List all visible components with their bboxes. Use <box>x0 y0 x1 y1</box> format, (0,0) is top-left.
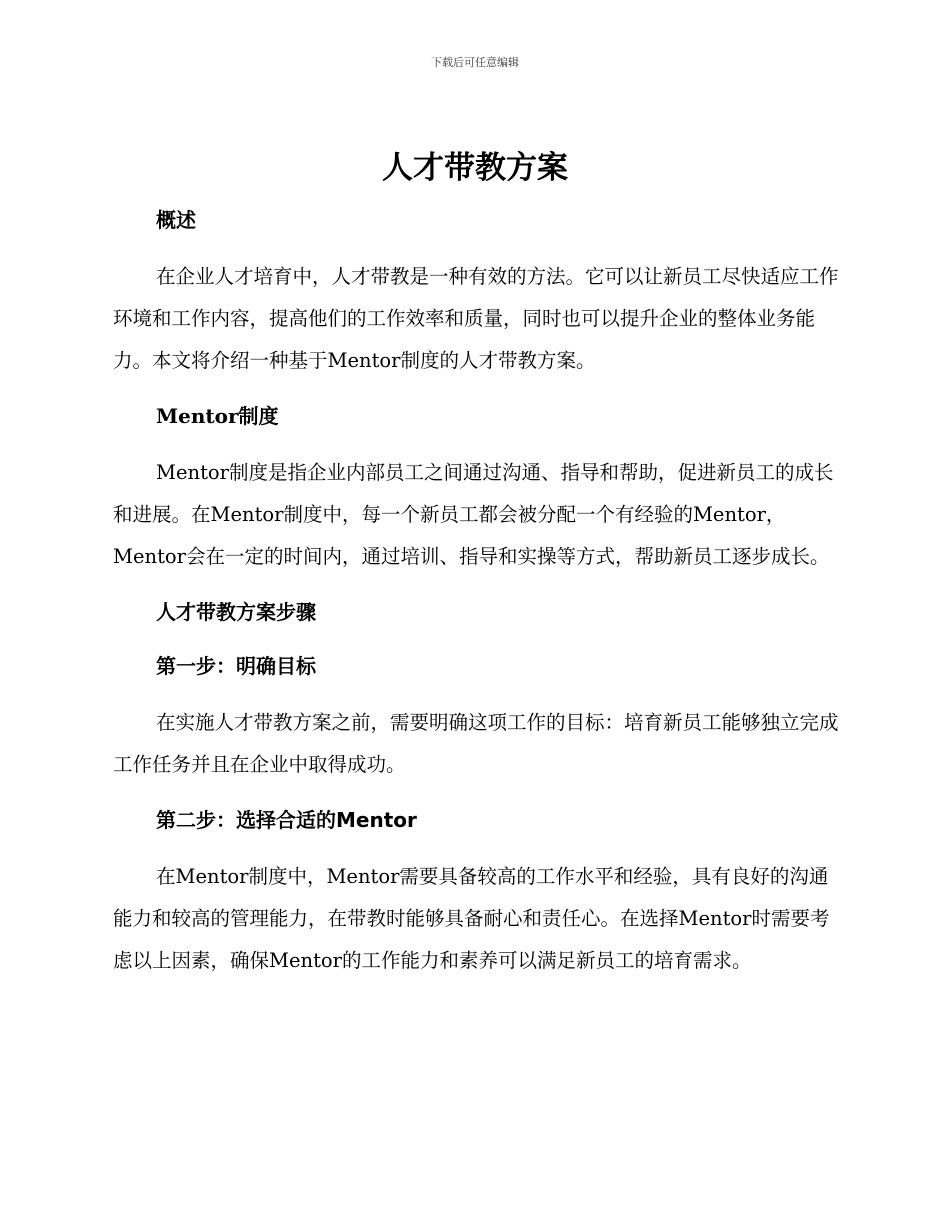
page-header-note: 下载后可任意编辑 <box>431 56 519 69</box>
document-title: 人才带教方案 <box>382 150 568 186</box>
overview-paragraph: 在企业人才培育中，人才带教是一种有效的方法。它可以让新员工尽快适应工作环境和工作内容，提高他们的工作效率和质量，同时也可以提升企业的整体业务能力。本文将介绍一种基于Mentor制度的人才带教方案。 <box>113 265 839 372</box>
mentor-system-paragraph: Mentor制度是指企业内部员工之间通过沟通、指导和帮助，促进新员工的成长和进展。在Mentor制度中，每一个新员工都会被分配一个有经验的Mentor，Mentor会在一定的时间内，通过培训、指导和实操等方式，帮助新员工逐步成长。 <box>113 461 834 568</box>
steps-heading: 人才带教方案步骤 <box>156 600 316 624</box>
overview-heading: 概述 <box>156 208 196 232</box>
step2-paragraph: 在Mentor制度中，Mentor需要具备较高的工作水平和经验，具有良好的沟通能力和较高的管理能力，在带教时能够具备耐心和责任心。在选择Mentor时需要考虑以上因素，确保Mentor的工作能力和素养可以满足新员工的培育需求。 <box>113 865 830 972</box>
document-body <box>113 204 839 982</box>
step2-heading: 第二步：选择合适的Mentor <box>156 808 417 832</box>
step1-paragraph: 在实施人才带教方案之前，需要明确这项工作的目标：培育新员工能够独立完成工作任务并且在企业中取得成功。 <box>113 711 839 776</box>
step1-heading: 第一步：明确目标 <box>156 654 316 678</box>
mentor-system-heading: Mentor制度 <box>156 404 279 428</box>
